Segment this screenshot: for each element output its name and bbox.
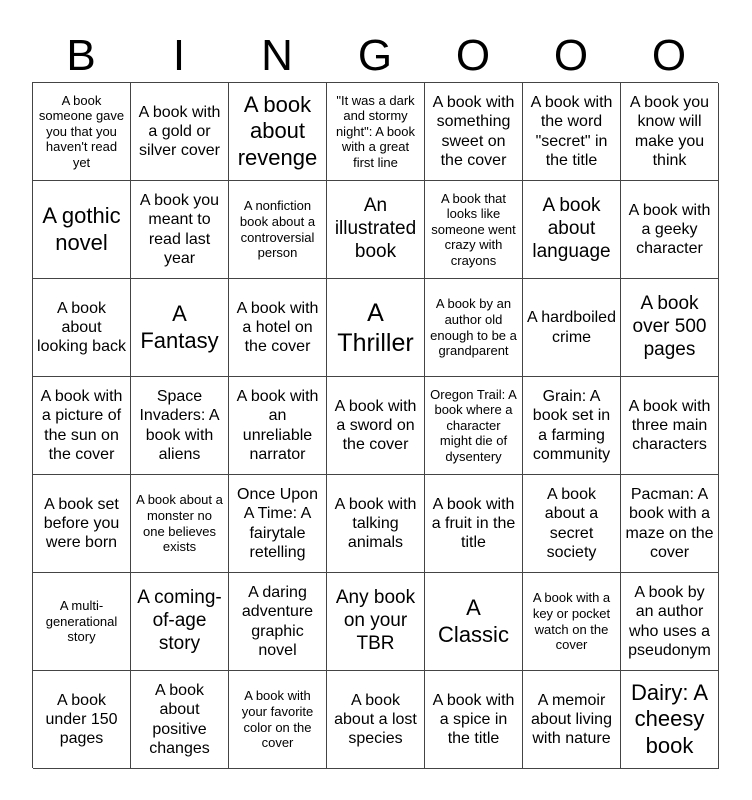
bingo-cell[interactable]: A book about revenge — [229, 83, 327, 181]
bingo-cell[interactable]: A book about looking back — [33, 279, 131, 377]
bingo-cell[interactable]: Dairy: A cheesy book — [621, 671, 719, 769]
bingo-cell[interactable]: A book by an author who uses a pseudonym — [621, 573, 719, 671]
bingo-cell[interactable]: A book with your favorite color on the cover — [229, 671, 327, 769]
bingo-cell[interactable]: Space Invaders: A book with aliens — [131, 377, 229, 475]
bingo-cell[interactable]: Pacman: A book with a maze on the cover — [621, 475, 719, 573]
bingo-cell[interactable]: Any book on your TBR — [327, 573, 425, 671]
bingo-cell[interactable]: A book you know will make you think — [621, 83, 719, 181]
header-letter: O — [455, 31, 491, 80]
bingo-cell[interactable]: "It was a dark and stormy night": A book with a great first line — [327, 83, 425, 181]
bingo-cell[interactable]: A book with something sweet on the cover — [425, 83, 523, 181]
header-letter: O — [553, 31, 589, 80]
bingo-cell[interactable]: A coming-of-age story — [131, 573, 229, 671]
bingo-cell[interactable]: A Fantasy — [131, 279, 229, 377]
bingo-cell[interactable]: Once Upon A Time: A fairytale retelling — [229, 475, 327, 573]
bingo-cell[interactable]: A book with a picture of the sun on the cover — [33, 377, 131, 475]
bingo-cell[interactable]: A book about a secret society — [523, 475, 621, 573]
bingo-cell[interactable]: A Thriller — [327, 279, 425, 377]
bingo-cell[interactable]: A book someone gave you that you haven't read yet — [33, 83, 131, 181]
bingo-cell[interactable]: A book set before you were born — [33, 475, 131, 573]
bingo-cell[interactable]: An illustrated book — [327, 181, 425, 279]
bingo-board — [32, 82, 718, 768]
bingo-cell[interactable]: A hardboiled crime — [523, 279, 621, 377]
bingo-cell[interactable]: A book with a fruit in the title — [425, 475, 523, 573]
header-letter: G — [357, 31, 393, 80]
bingo-cell[interactable]: A book by an author old enough to be a grandparent — [425, 279, 523, 377]
bingo-cell[interactable]: A book under 150 pages — [33, 671, 131, 769]
header-letter: I — [172, 31, 186, 80]
bingo-cell[interactable]: A book over 500 pages — [621, 279, 719, 377]
bingo-cell[interactable]: Oregon Trail: A book where a character might die of dysentery — [425, 377, 523, 475]
bingo-cell[interactable]: A daring adventure graphic novel — [229, 573, 327, 671]
bingo-cell[interactable]: A multi-generational story — [33, 573, 131, 671]
bingo-cell[interactable]: A book with a hotel on the cover — [229, 279, 327, 377]
bingo-cell[interactable]: A book about a monster no one believes exists — [131, 475, 229, 573]
bingo-header — [32, 30, 718, 82]
header-letter: O — [651, 31, 687, 80]
bingo-cell[interactable]: A book with a geeky character — [621, 181, 719, 279]
bingo-cell[interactable]: A book with a sword on the cover — [327, 377, 425, 475]
bingo-cell[interactable]: A Classic — [425, 573, 523, 671]
bingo-cell[interactable]: A book with a spice in the title — [425, 671, 523, 769]
bingo-cell[interactable]: A memoir about living with nature — [523, 671, 621, 769]
bingo-cell[interactable]: A book that looks like someone went crazy with crayons — [425, 181, 523, 279]
bingo-cell[interactable]: A book with three main characters — [621, 377, 719, 475]
bingo-cell[interactable]: A book with a gold or silver cover — [131, 83, 229, 181]
header-letter: N — [261, 31, 293, 80]
bingo-cell[interactable]: A nonfiction book about a controversial person — [229, 181, 327, 279]
header-letter: B — [66, 31, 96, 80]
bingo-cell[interactable]: A book with a key or pocket watch on the cover — [523, 573, 621, 671]
bingo-cell[interactable]: A book about a lost species — [327, 671, 425, 769]
bingo-cell[interactable]: A book with the word "secret" in the title — [523, 83, 621, 181]
bingo-cell[interactable]: A book with an unreliable narrator — [229, 377, 327, 475]
bingo-cell[interactable]: A book you meant to read last year — [131, 181, 229, 279]
bingo-cell[interactable]: A book with talking animals — [327, 475, 425, 573]
bingo-cell[interactable]: A book about language — [523, 181, 621, 279]
bingo-cell[interactable]: A book about positive changes — [131, 671, 229, 769]
bingo-cell[interactable]: Grain: A book set in a farming community — [523, 377, 621, 475]
bingo-cell[interactable]: A gothic novel — [33, 181, 131, 279]
